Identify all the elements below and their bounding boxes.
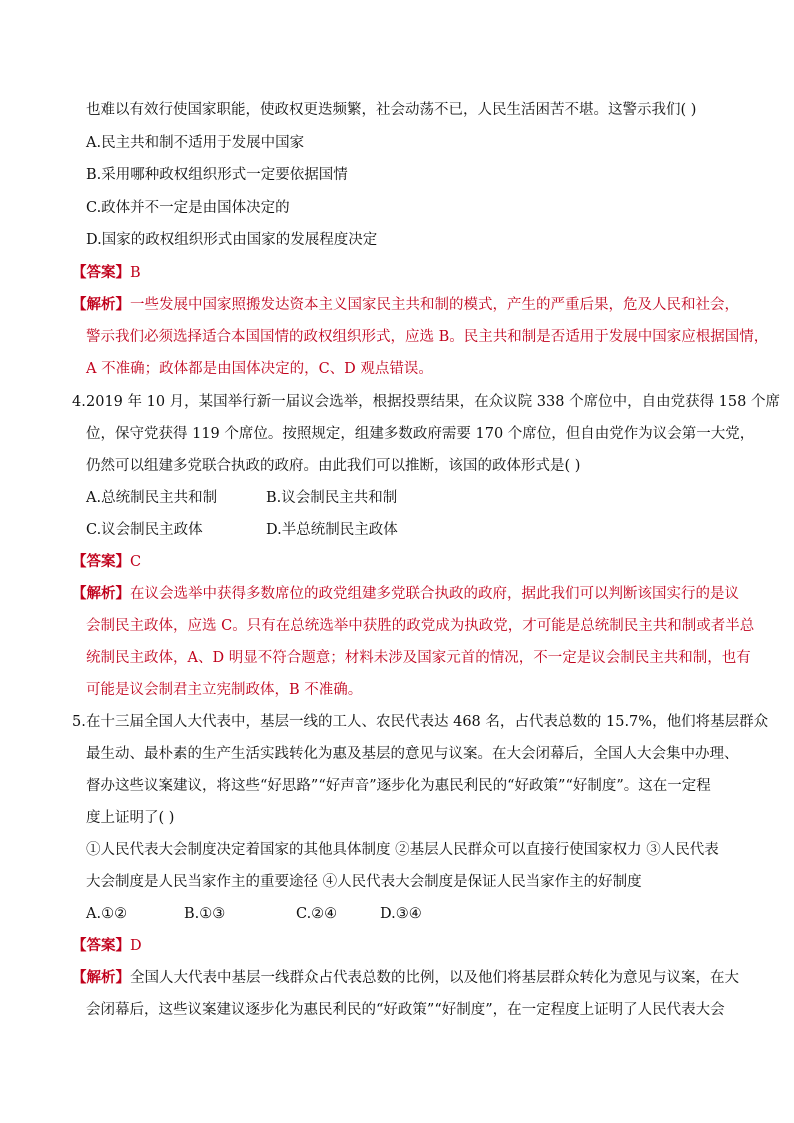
answer-tag: 【答案】 [72, 264, 130, 281]
analysis-text: 全国人大代表中基层一线群众占代表总数的比例，以及他们将基层群众转化为意见与议案，在大 [130, 970, 739, 986]
q3-option-a: A.民主共和制不适用于发展中国家 [86, 135, 305, 151]
q4-analysis-line-2: 会制民主政体，应选 C。只有在总统选举中获胜的政党成为执政党，才可能是总统制民主共和制或者半总 [86, 618, 755, 634]
q5-stem-line-4: 度上证明了( ) [86, 810, 175, 826]
answer-value: D [130, 938, 142, 954]
q3-option-b: B.采用哪种政权组织形式一定要依据国情 [86, 167, 348, 183]
answer-tag: 【答案】 [72, 553, 130, 570]
analysis-tag: 【解析】 [72, 585, 130, 602]
q4-number: 4. [72, 394, 86, 410]
answer-tag: 【答案】 [72, 937, 130, 954]
answer-value: B [130, 265, 141, 281]
q4-analysis-line-3: 统制民主政体，A、D 明显不符合题意；材料未涉及国家元首的情况，不一定是议会制民主共和制，也有 [86, 650, 751, 666]
q5-option-d: D.③④ [380, 906, 422, 922]
q5-statements-line-1: ①人民代表大会制度决定着国家的其他具体制度 ②基层人民群众可以直接行使国家权力 ③人民代表 [86, 842, 719, 858]
q5-statements-line-2: 大会制度是人民当家作主的重要途径 ④人民代表大会制度是保证人民当家作主的好制度 [86, 874, 642, 890]
q4-answer [72, 552, 712, 572]
q5-option-c: C.②④ [296, 906, 338, 922]
q4-option-a: A.总统制民主共和制 [86, 490, 218, 506]
q4-option-c: C.议会制民主政体 [86, 522, 203, 538]
q3-option-d: D.国家的政权组织形式由国家的发展程度决定 [86, 232, 378, 248]
q3-analysis-line-2: 警示我们必须选择适合本国国情的政权组织形式，应选 B。民主共和制是否适用于发展中国家应根据国情， [86, 329, 769, 345]
q4-option-d: D.半总统制民主政体 [266, 522, 398, 538]
q5-analysis-line-2: 会闭幕后，这些议案建议逐步化为惠民利民的“好政策”“好制度”，在一定程度上证明了人民代表大会 [86, 1002, 725, 1018]
q3-analysis-line-1 [72, 295, 739, 315]
q5-analysis-line-1 [72, 968, 739, 988]
q3-answer [72, 263, 712, 283]
q5-option-b: B.①③ [184, 906, 226, 922]
analysis-text: 在议会选举中获得多数席位的政党组建多党联合执政的政府，据此我们可以判断该国实行的是议 [130, 586, 739, 602]
q4-analysis-line-4: 可能是议会制君主立宪制政体，B 不准确。 [86, 682, 363, 698]
q3-stem: 也难以有效行使国家职能，使政权更迭频繁，社会动荡不已，人民生活困苦不堪。这警示我们( ) [86, 102, 697, 118]
q5-stem-line-1: 在十三届全国人大代表中，基层一线的工人、农民代表达 468 名，占代表总数的 15.7%，他们将基层群众 [86, 714, 769, 730]
q3-option-c: C.政体并不一定是由国体决定的 [86, 200, 290, 216]
q4-analysis-line-1 [72, 584, 739, 604]
q5-option-a: A.①② [86, 906, 128, 922]
q4-option-b: B.议会制民主共和制 [266, 490, 398, 506]
q5-number: 5. [72, 714, 86, 730]
q4-stem-line-1: 2019 年 10 月，某国举行新一届议会选举，根据投票结果，在众议院 338 个席位中，自由党获得 158 个席 [86, 394, 780, 410]
q3-analysis-line-3: A 不准确；政体都是由国体决定的，C、D 观点错误。 [86, 361, 433, 377]
q5-answer [72, 936, 712, 956]
q5-stem-line-3: 督办这些议案建议，将这些“好思路”“好声音”逐步化为惠民利民的“好政策”“好制度”。这在一定程 [86, 778, 711, 794]
q4-stem-line-2: 位，保守党获得 119 个席位。按照规定，组建多数政府需要 170 个席位，但自由党作为议会第一大党， [86, 426, 755, 442]
q5-stem-line-2: 最生动、最朴素的生产生活实践转化为惠及基层的意见与议案。在大会闭幕后，全国人大会集中办理、 [86, 746, 739, 762]
analysis-text: 一些发展中国家照搬发达资本主义国家民主共和制的模式，产生的严重后果，危及人民和社会， [130, 297, 739, 313]
answer-value: C [130, 554, 142, 570]
q4-stem-line-3: 仍然可以组建多党联合执政的政府。由此我们可以推断，该国的政体形式是( ) [86, 458, 581, 474]
analysis-tag: 【解析】 [72, 969, 130, 986]
analysis-tag: 【解析】 [72, 296, 130, 313]
